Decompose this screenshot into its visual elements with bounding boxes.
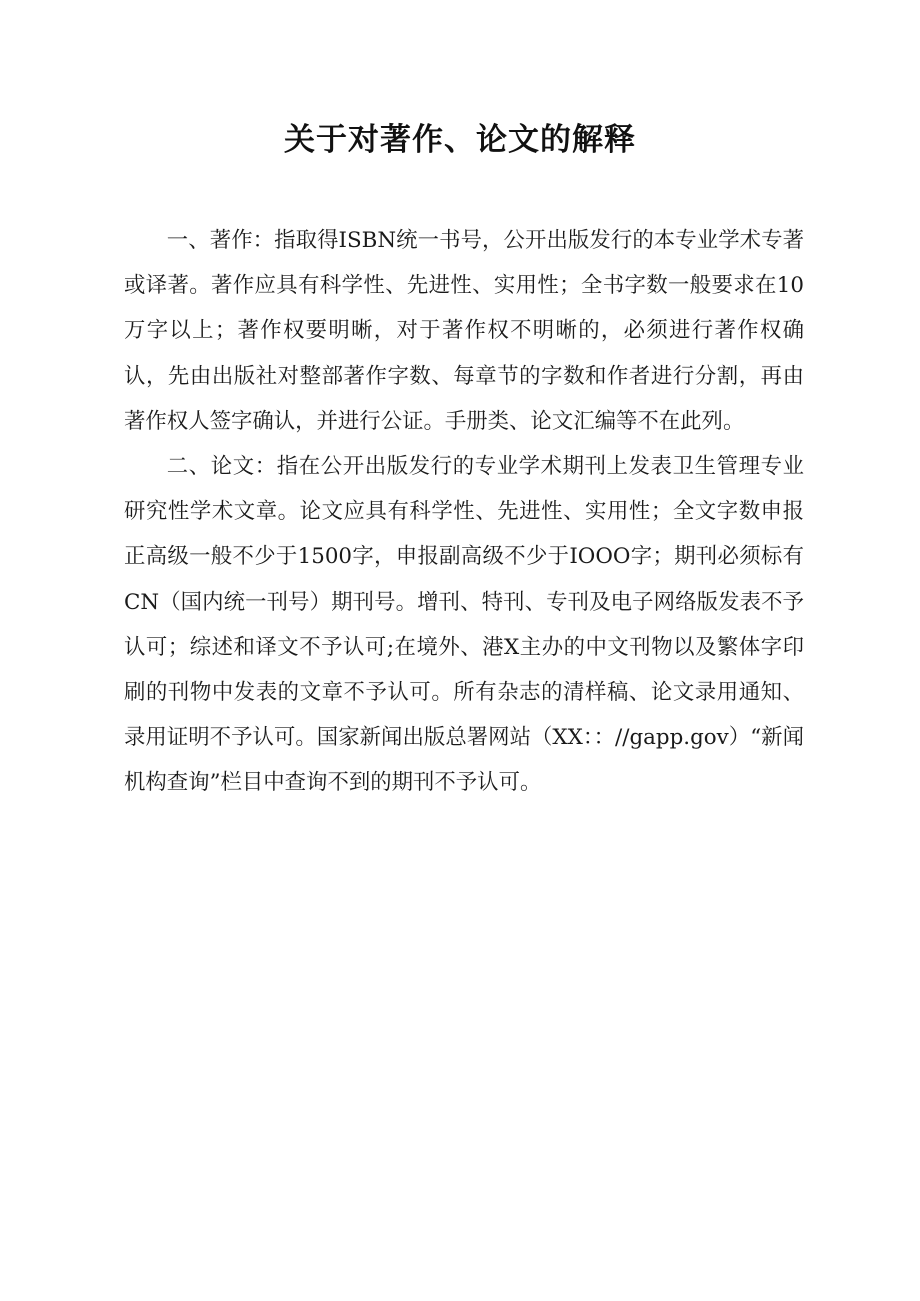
document-body [124, 218, 804, 806]
document-title: 关于对著作、论文的解释 [284, 122, 636, 158]
paragraph-works-definition: 一、著作：指取得ISBN统一书号，公开出版发行的本专业学术专著或译著。著作应具有科学性、先进性、实用性；全书字数一般要求在10万字以上；著作权要明晰，对于著作权不明晰的，必须进行著作权确认，先由出版社对整部著作字数、每章节的字数和作者进行分割，再由著作权人签字确认，并进行公证。手册类、论文汇编等不在此列。 [124, 228, 804, 434]
paragraph-papers-definition: 二、论文：指在公开出版发行的专业学术期刊上发表卫生管理专业研究性学术文章。论文应具有科学性、先进性、实用性；全文字数申报正高级一般不少于1500字，申报副高级不少于IOOO字；期刊必须标有CN（国内统一刊号）期刊号。增刊、特刊、专刊及电子网络版发表不予认可；综述和译文不予认可;在境外、港X主办的中文刊物以及繁体字印刷的刊物中发表的文章不予认可。所有杂志的清样稿、论文录用通知、录用证明不予认可。国家新闻出版总署网站（XX：：//gapp.gov）“新闻机构查询”栏目中查询不到的期刊不予认可。 [124, 454, 804, 796]
